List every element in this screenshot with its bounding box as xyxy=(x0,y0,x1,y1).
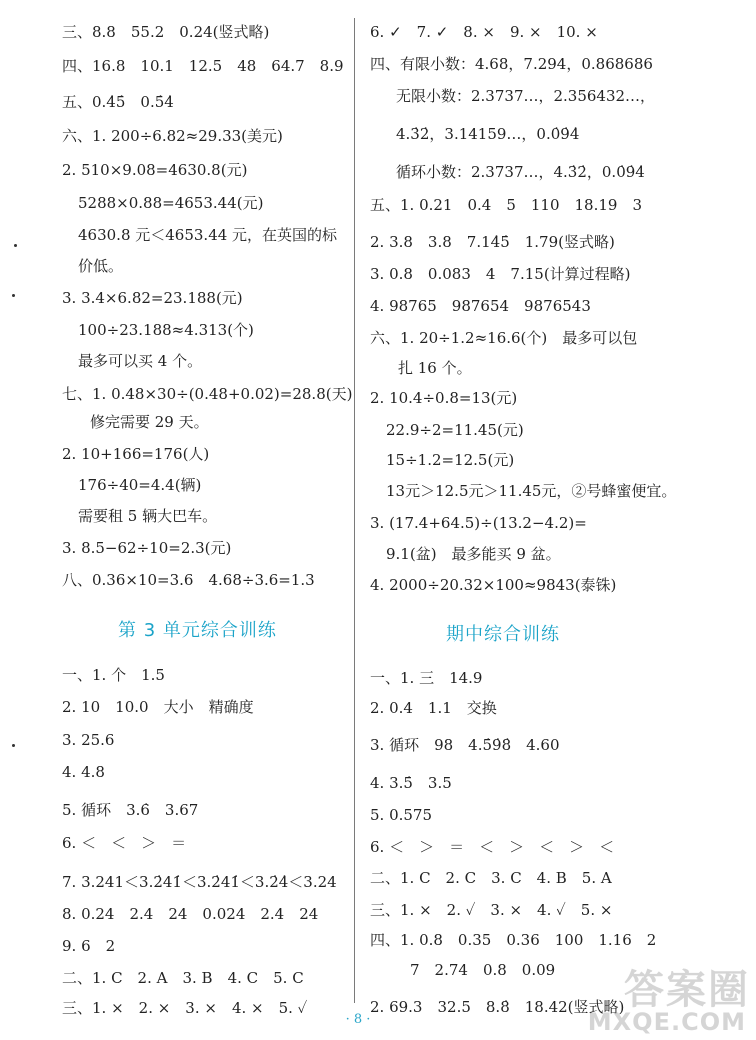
answer-line: 3. 8.5−62÷10=2.3(元) xyxy=(62,539,232,557)
section-title-midterm: 期中综合训练 xyxy=(446,624,560,645)
answer-line: 9.1(盆) 最多能买 9 盆。 xyxy=(386,545,561,563)
answer-line: 2. 3.8 3.8 7.14̇5̇ 1.79(竖式略) xyxy=(370,233,615,251)
answer-line: 五、1. 0.21 0.4 5 110 18.19 3 xyxy=(370,196,642,214)
scan-speck xyxy=(12,294,15,297)
answer-line: 四、16.8 10.1 12.5 48 64.7 8.9 xyxy=(62,57,344,75)
answer-line: 2. 10 10.0 大小 精确度 xyxy=(62,698,254,716)
answer-line: 七、1. 0.48×30÷(0.48+0.02)=28.8(天) xyxy=(62,385,353,403)
answer-line: 一、1. 三 14.9 xyxy=(370,669,483,687)
answer-line: 八、0.36×10=3.6 4.68÷3.6=1.3 xyxy=(62,571,315,589)
answer-line: 13元＞12.5元＞11.45元，②号蜂蜜便宜。 xyxy=(386,482,677,500)
answer-line: 扎 16 个。 xyxy=(398,359,472,377)
page-number: · 8 · xyxy=(345,1012,371,1027)
answer-line: 100÷23.188≈4.313(个) xyxy=(78,321,254,339)
answer-line: 3. 3.4×6.82=23.188(元) xyxy=(62,289,243,307)
answer-line: 三、8.8 55.2 0.24(竖式略) xyxy=(62,23,270,41)
answer-line: 价低。 xyxy=(78,257,124,275)
answer-line: 4. 2000÷20.32×100≈9843(泰铢) xyxy=(370,576,617,594)
answer-line: 六、1. 20÷1.2≈16.6(个) 最多可以包 xyxy=(370,329,638,347)
watermark-top-text: 答案圈 xyxy=(624,967,750,1013)
answer-line: 无限小数：2.3737…，2.356432…， xyxy=(396,87,656,105)
answer-line: 6. ＜ ＜ ＞ ＝ xyxy=(62,834,187,852)
answer-line: 二、1. C 2. C 3. C 4. B 5. A xyxy=(370,869,612,887)
answer-line: 3. 循环 98 4.5̇9̇8̇ 4.60 xyxy=(370,736,560,754)
answer-line: 22.9÷2=11.45(元) xyxy=(386,421,524,439)
answer-line: 4.3̇2̇，3.14159…，0.0̇9̇4̇ xyxy=(396,125,580,143)
answer-line: 三、1. × 2. × 3. × 4. × 5. ✓ xyxy=(62,999,308,1017)
answer-line: 6. ＜ ＞ ＝ ＜ ＞ ＜ ＞ ＜ xyxy=(370,838,615,856)
answer-line: 五、0.4̇5̇ 0.5̇4̇ xyxy=(62,93,174,111)
answer-line: 六、1. 200÷6.82≈29.33(美元) xyxy=(62,127,283,145)
answer-line: 5. 0.575 xyxy=(370,806,433,824)
answer-line: 3. 0.8 0.083 4 7.15(计算过程略) xyxy=(370,265,631,283)
answer-line: 7 2.74 0.8 0.09 xyxy=(410,961,556,979)
answer-line: 4. 3.5̇ 3.5 xyxy=(370,774,452,792)
answer-line: 5. 循环 3.6̇ 3.67 xyxy=(62,801,199,819)
answer-line: 三、1. × 2. ✓ 3. × 4. ✓ 5. × xyxy=(370,901,613,919)
answer-line: 循环小数：2.3737…，4.3̇2̇，0.0̇9̇4̇ xyxy=(396,163,645,181)
answer-line: 四、1. 0.8 0.35 0.36 100 1.16 2 xyxy=(370,931,657,949)
section-title-unit3: 第 3 单元综合训练 xyxy=(118,620,277,641)
answer-line: 最多可以买 4 个。 xyxy=(78,352,203,370)
answer-line: 5288×0.88=4653.44(元) xyxy=(78,194,264,212)
scan-speck xyxy=(12,744,15,747)
answer-line: 2. 510×9.08=4630.8(元) xyxy=(62,161,248,179)
answer-line: 8. 0.24 2.4 24 0.024 2.4 24 xyxy=(62,905,319,923)
answer-line: 9. 6 2 xyxy=(62,937,116,955)
answer-line: 4630.8 元＜4653.44 元，在英国的标 xyxy=(78,226,338,244)
answer-line: 3. 25.6 xyxy=(62,731,115,749)
watermark-bottom-text: MXQE.COM xyxy=(587,1008,746,1036)
answer-line: 一、1. 个 1.5 xyxy=(62,666,165,684)
answer-line: 2. 0.4 1.1 交换 xyxy=(370,699,497,717)
watermark-logo xyxy=(570,958,750,1036)
answer-line: 2. 10+166=176(人) xyxy=(62,445,210,463)
scan-speck xyxy=(14,244,17,247)
answer-line: 二、1. C 2. A 3. B 4. C 5. C xyxy=(62,969,304,987)
answer-line: 修完需要 29 天。 xyxy=(90,413,209,431)
answer-line: 四、有限小数：4.68，7.294，0.868686 xyxy=(370,55,653,73)
answer-line: 15÷1.2=12.5(元) xyxy=(386,451,515,469)
answer-line: 176÷40=4.4(辆) xyxy=(78,476,202,494)
answer-line: 3. (17.4+64.5)÷(13.2−4.2)= xyxy=(370,514,587,532)
answer-line: 需要租 5 辆大巴车。 xyxy=(78,507,218,525)
answer-line: 6. ✓ 7. ✓ 8. × 9. × 10. × xyxy=(370,23,598,41)
column-divider xyxy=(354,18,355,1003)
answer-line: 2. 69.3 32.5 8.8̇ 18.42(竖式略) xyxy=(370,998,625,1016)
answer-line: 4. 4.8 xyxy=(62,763,105,781)
answer-line: 2. 10.4÷0.8=13(元) xyxy=(370,389,518,407)
answer-line: 4. 98765 987654 9876543 xyxy=(370,297,591,315)
answer-line: 7. 3.241＜3.2̇41̇＜3.2̇41̇＜3.2̇4̇＜3.24 xyxy=(62,873,337,891)
